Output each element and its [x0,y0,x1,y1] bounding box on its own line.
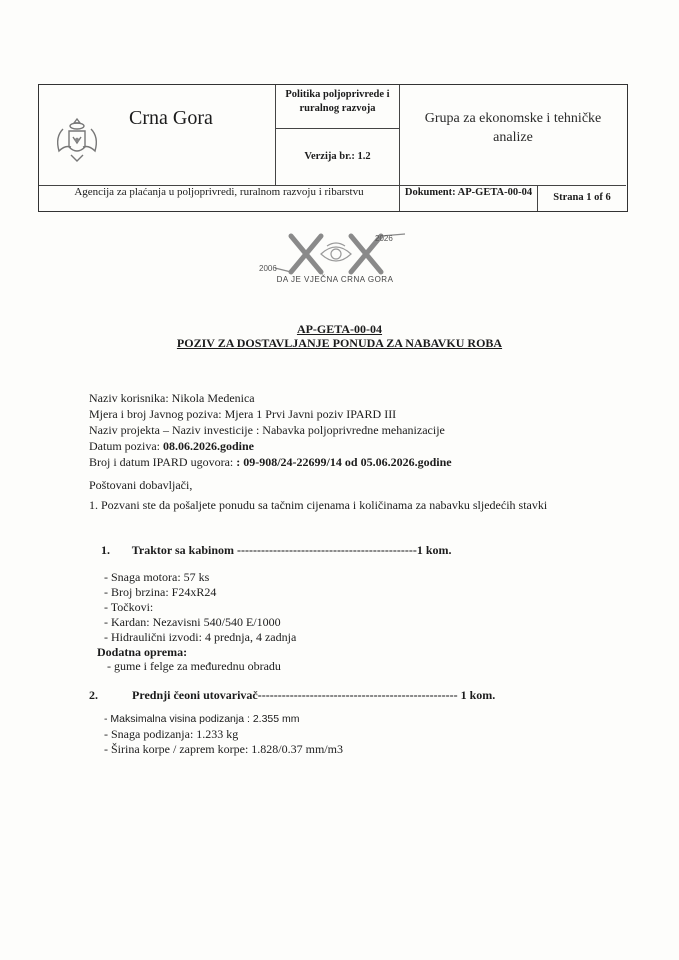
spec-line: - Točkovi: [104,600,154,614]
header-page-cell [538,186,626,211]
header-document-cell [400,186,538,211]
document-code-title: AP-GETA-00-04 [296,322,383,336]
coat-of-arms-icon [53,113,101,165]
info-date-line [89,438,452,454]
info-measure-line [89,406,452,422]
logo-year-start: 2006 [259,264,277,273]
info-date-value: 08.06.2026.godine [162,439,254,453]
page-number: Strana 1 of 6 [553,192,611,203]
document-code: Dokument: AP-GETA-00-04 [404,187,533,198]
item-1-option: - gume i felge za međurednu obradu [107,659,281,673]
info-measure-label: Mjera i broj Javnog poziva: [89,407,222,421]
header-group-cell [400,85,626,186]
info-measure-value: Mjera 1 Prvi Javni poziv IPARD III [224,407,397,421]
request-text: 1. Pozvani ste da pošaljete ponudu sa tačnim cijenama i količinama za nabavku sljedećih stavki [89,498,548,512]
version-number: Verzija br.: 1.2 [304,151,371,162]
item-1-specs [104,570,296,645]
header-policy-cell [276,85,400,129]
info-contract-line [89,454,452,470]
item-1-heading [101,543,452,558]
item-2-number: 2. [89,688,98,702]
item-2-heading [89,688,495,703]
info-contract-label: Broj i datum IPARD ugovora: [89,455,234,469]
header-table [38,84,628,212]
group-name: Grupa za ekonomske i tehničke analize [424,111,602,145]
info-project-line [89,422,452,438]
info-user-label: Naziv korisnika: [89,391,169,405]
greeting: Poštovani dobavljači, [89,478,193,492]
policy-name: Politika poljoprivrede i ruralnog razvoja [285,89,390,114]
info-project-label: Naziv projekta – Naziv investicije : [89,423,260,437]
item-1-title: Traktor sa kabinom ---------------------------------------------1 kom. [131,543,452,557]
header-version-cell [276,129,400,186]
spec-line: - Hidraulični izvodi: 4 prednja, 4 zadnja [104,630,297,644]
spec-line: - Snaga motora: 57 ks [104,570,210,584]
jubilee-logo [255,228,425,290]
logo-year-end: 2026 [375,234,393,243]
header-country-cell [39,85,276,186]
spec-line: - Snaga podizanja: 1.233 kg [104,727,239,741]
info-project-value: Nabavka poljoprivredne mehanizacije [262,423,445,437]
spec-line: - Širina korpe / zaprem korpe: 1.828/0.37 mm/m3 [104,742,343,756]
spec-line: - Broj brzina: F24xR24 [104,585,217,599]
item-2-specs [104,712,343,757]
info-block [89,390,452,470]
item-1-number: 1. [101,543,110,557]
spec-line: - Kardan: Nezavisni 540/540 E/1000 [104,615,281,629]
header-agency-cell [39,186,400,211]
info-date-label: Datum poziva: [89,439,160,453]
agency-name: Agencija za plaćanja u poljoprivredi, ruralnom razvoju i ribarstvu [74,186,364,198]
info-user-value: Nikola Medenica [171,391,255,405]
spec-line: - Maksimalna visina podizanja : 2.355 mm [104,713,300,725]
item-1-options-title: Dodatna oprema: [97,645,188,659]
country-name: Crna Gora [129,107,213,129]
info-user-line [89,390,452,406]
document-title: POZIV ZA DOSTAVLJANJE PONUDA ZA NABAVKU ROBA [176,336,503,350]
logo-tagline: DA JE VJEČNA CRNA GORA [276,275,394,284]
item-2-title: Prednji čeoni utovarivač-------------------------------------------------- 1 kom. [132,688,496,702]
info-contract-value: : 09-908/24-22699/14 od 05.06.2026.godine [236,455,452,469]
